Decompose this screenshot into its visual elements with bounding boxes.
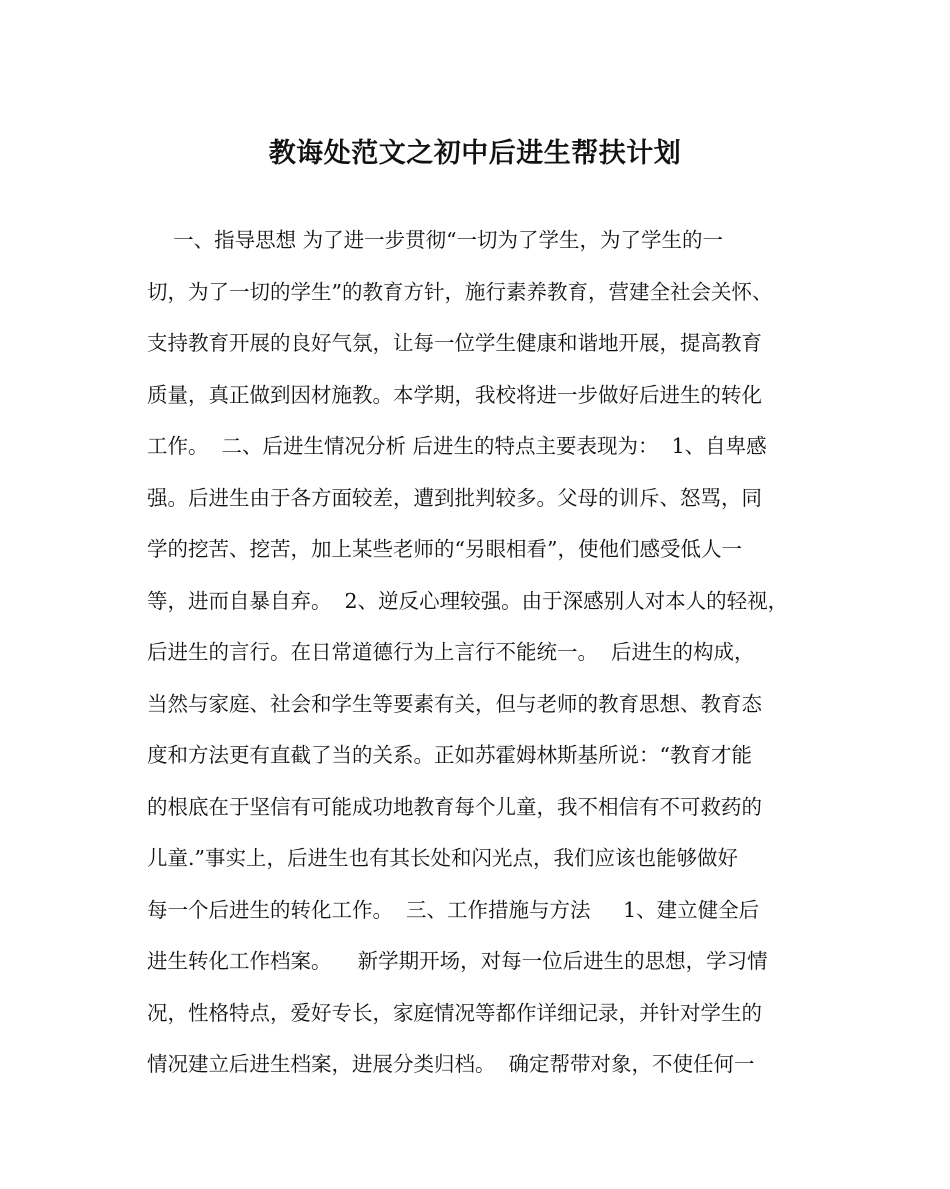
body-line: 强。后进生由于各方面较差，遭到批判较多。父母的训斥、怒骂，同 — [147, 485, 762, 510]
body-line: 学的挖苦、挖苦，加上某些老师的“另眼相看”，使他们感受低人一 — [147, 537, 742, 561]
body-line: 切，为了一切的学生”的教育方针，施行素养教育，营建全社会关怀、 — [147, 279, 773, 304]
body-line: 工作。 二、后进生情况分析 后进生的特点主要表现为： 1、自卑感 — [147, 434, 767, 458]
body-line: 进生转化工作档案。 新学期开场，对每一位后进生的思想，学习情 — [147, 949, 768, 973]
body-line: 情况建立后进生档案，进展分类归档。 确定帮带对象，不使任何一 — [147, 1052, 755, 1076]
body-line: 度和方法更有直截了当的关系。正如苏霍姆林斯基所说：“教育才能 — [147, 743, 752, 767]
body-line: 的根底在于坚信有可能成功地教育每个儿童，我不相信有不可救药的 — [147, 794, 762, 819]
document-body — [147, 222, 827, 1098]
body-line: 况，性格特点，爱好专长，家庭情况等都作详细记录，并针对学生的 — [147, 1000, 762, 1025]
body-line: 当然与家庭、社会和学生等要素有关，但与老师的教育思想、教育态 — [147, 691, 762, 716]
body-line: 儿童.”事实上，后进生也有其长处和闪光点，我们应该也能够做好 — [147, 846, 738, 870]
body-line: 每一个后进生的转化工作。 三、工作措施与方法 1、建立健全后 — [147, 897, 760, 922]
body-line: 一、指导思想 为了进一步贯彻“一切为了学生，为了学生的一 — [147, 228, 724, 252]
body-line: 等，进而自暴自弃。 2、逆反心理较强。由于深感别人对本人的轻视， — [147, 588, 789, 613]
document-title: 教诲处范文之初中后进生帮扶计划 — [268, 138, 682, 169]
body-line: 后进生的言行。在日常道德行为上言行不能统一。 后进生的构成， — [147, 640, 755, 664]
body-line: 质量，真正做到因材施教。本学期，我校将进一步做好后进生的转化 — [147, 382, 762, 407]
body-line: 支持教育开展的良好气氛，让每一位学生健康和谐地开展，提高教育 — [147, 331, 762, 355]
